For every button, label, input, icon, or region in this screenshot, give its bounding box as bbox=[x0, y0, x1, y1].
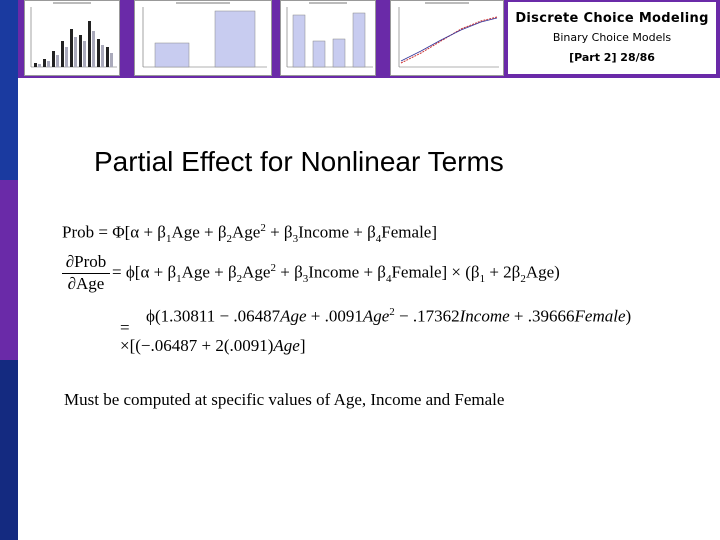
equals-sign: = bbox=[120, 318, 130, 337]
header-title-box bbox=[506, 0, 718, 76]
eq3-line1: ϕ(1.30811 − .06487 bbox=[146, 306, 281, 326]
left-bar-segment-middle bbox=[0, 180, 18, 360]
eq1-term-income: Income + β bbox=[298, 222, 376, 242]
thumbnail-bar-chart-3 bbox=[280, 0, 376, 76]
left-bar-segment-top bbox=[0, 0, 18, 180]
course-subtitle: Binary Choice Models bbox=[552, 31, 672, 44]
slide-heading: Partial Effect for Nonlinear Terms bbox=[94, 146, 504, 177]
left-bar-segment-bottom bbox=[0, 360, 18, 540]
eq1-term-age2: Age bbox=[232, 222, 261, 242]
slide-number: [Part 2] 28/86 bbox=[569, 51, 655, 64]
equation-partial-effect: = $\phi[\alpha + \beta_1Age + \beta_2Age^2$ + $\beta_3Income$ + $\beta_4Female] \times (\beta_1 + 2\beta_2Age)$ bbox=[112, 262, 560, 286]
eq1-plus: + β bbox=[265, 222, 293, 242]
header-thumbnails bbox=[24, 0, 504, 76]
eq1-term-age: Age + β bbox=[171, 222, 227, 242]
left-accent-bar bbox=[0, 0, 18, 540]
thumbnail-bar-chart-2 bbox=[134, 0, 272, 76]
derivative-fraction bbox=[62, 252, 110, 294]
eq1-lhs: Prob = Φ[α + β bbox=[62, 222, 166, 242]
equation-prob: Prob = $\Phi[\alpha + \beta_1Age + \beta_2Age^2$ + $\beta_3Income$ + $\beta_4Female$] bbox=[62, 222, 437, 246]
eq1-term-female: Female] bbox=[381, 222, 437, 242]
thumbnail-bar-chart-1 bbox=[24, 0, 120, 76]
course-title: Discrete Choice Modeling bbox=[515, 11, 709, 26]
equation-estimated-line1: ϕ(1.30811 − .06487Age + .0091Age$^2$ − .17362Income + .39666Female) bbox=[146, 306, 632, 326]
slide-note: Must be computed at specific values of Age, Income and Female bbox=[64, 390, 505, 409]
eq3-line2: ×[(−.06487 + 2(.0091) bbox=[120, 336, 274, 355]
fraction-denominator: ∂Age bbox=[67, 274, 105, 293]
equation-estimated-line2: ×[(−.06487 + 2(.0091)Age] bbox=[120, 336, 306, 355]
eq2-body: = ϕ[α + β bbox=[112, 262, 177, 282]
fraction-numerator: ∂Prob bbox=[62, 252, 110, 274]
thumbnail-line-chart bbox=[390, 0, 504, 76]
